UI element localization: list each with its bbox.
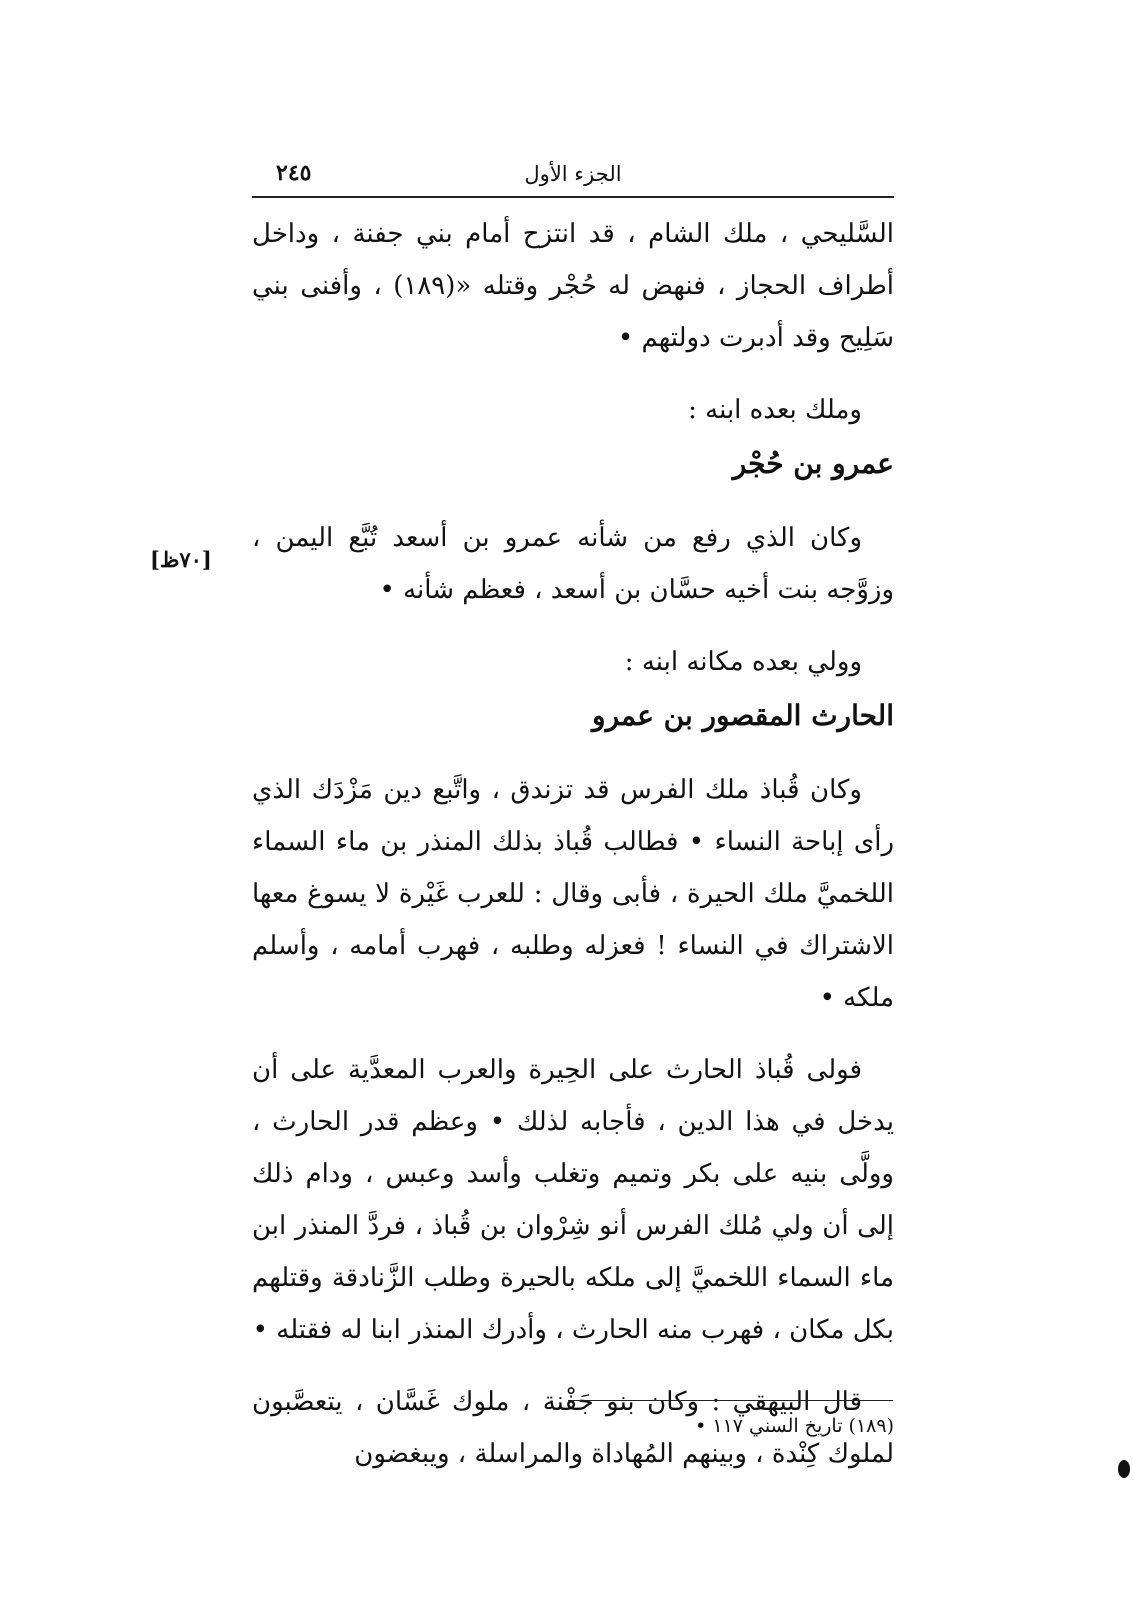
paragraph-3: وكان الذي رفع من شأنه عمرو بن أسعد تُبَّع اليمن ، وزوَّجه بنت أخيه حسَّان بن أسعد ، فعظم شأنه • [252, 523, 894, 605]
header-rule [252, 196, 894, 198]
page-number: ٢٤٥ [276, 160, 312, 186]
body-text [252, 208, 894, 1480]
part-title: الجزء الأول [524, 162, 622, 186]
paragraph-4: وولي بعده مكانه ابنه : [624, 647, 862, 677]
paragraph-1: السَّليحي ، ملك الشام ، قد انتزح أمام بني جفنة ، وداخل أطراف الحجاز ، فنهض له حُجْر وقتله «(١٨٩) ، وأفنى بني سَلِيح وقد أدبرت دولتهم • [252, 219, 894, 353]
running-header [252, 160, 894, 192]
paragraph-7: قال البيهقي : وكان بنو جَفْنة ، ملوك غَسَّان ، يتعصَّبون لملوك كِنْدة ، وبينهم المُهاداة والمراسلة ، ويبغضون [252, 1387, 894, 1469]
paragraph-6: فولى قُباذ الحارث على الحِيرة والعرب المعدَّية على أن يدخل في هذا الدين ، فأجابه لذلك • وعظم قدر الحارث ، وولَّى بنيه على بكر وتميم وتغلب وأسد وعبس ، ودام ذلك إلى أن ولي مُلك الفرس أنو شِرْوان بن قُباذ ، فردَّ المنذر ابن ماء السماء اللخميَّ إلى ملكه بالحيرة وطلب الزَّنادقة وقتلهم بكل مكان ، فهرب منه الحارث ، وأدرك المنذر ابنا له فقتله • [252, 1055, 894, 1345]
footnote-rule [568, 1400, 893, 1401]
margin-folio-note: [٧٠ظ] [150, 547, 212, 572]
paragraph-2: وملك بعده ابنه : [688, 395, 862, 425]
scan-edge-mark [1118, 1460, 1130, 1478]
footnote: (١٨٩) تاريخ السني ١١٧ • [695, 1415, 894, 1437]
section-heading-1: عمرو بن حُجْر [732, 447, 894, 480]
paragraph-5: وكان قُباذ ملك الفرس قد تزندق ، واتَّبع دين مَزْدَك الذي رأى إباحة النساء • فطالب قُباذ بذلك المنذر بن ماء السماء اللخميَّ ملك الحيرة ، فأبى وقال : للعرب غَيْرة لا يسوغ معها الاشتراك في النساء ! فعزله وطلبه ، فهرب أمامه ، وأسلم ملكه • [252, 775, 894, 1013]
section-heading-2: الحارث المقصور بن عمرو [592, 699, 894, 732]
